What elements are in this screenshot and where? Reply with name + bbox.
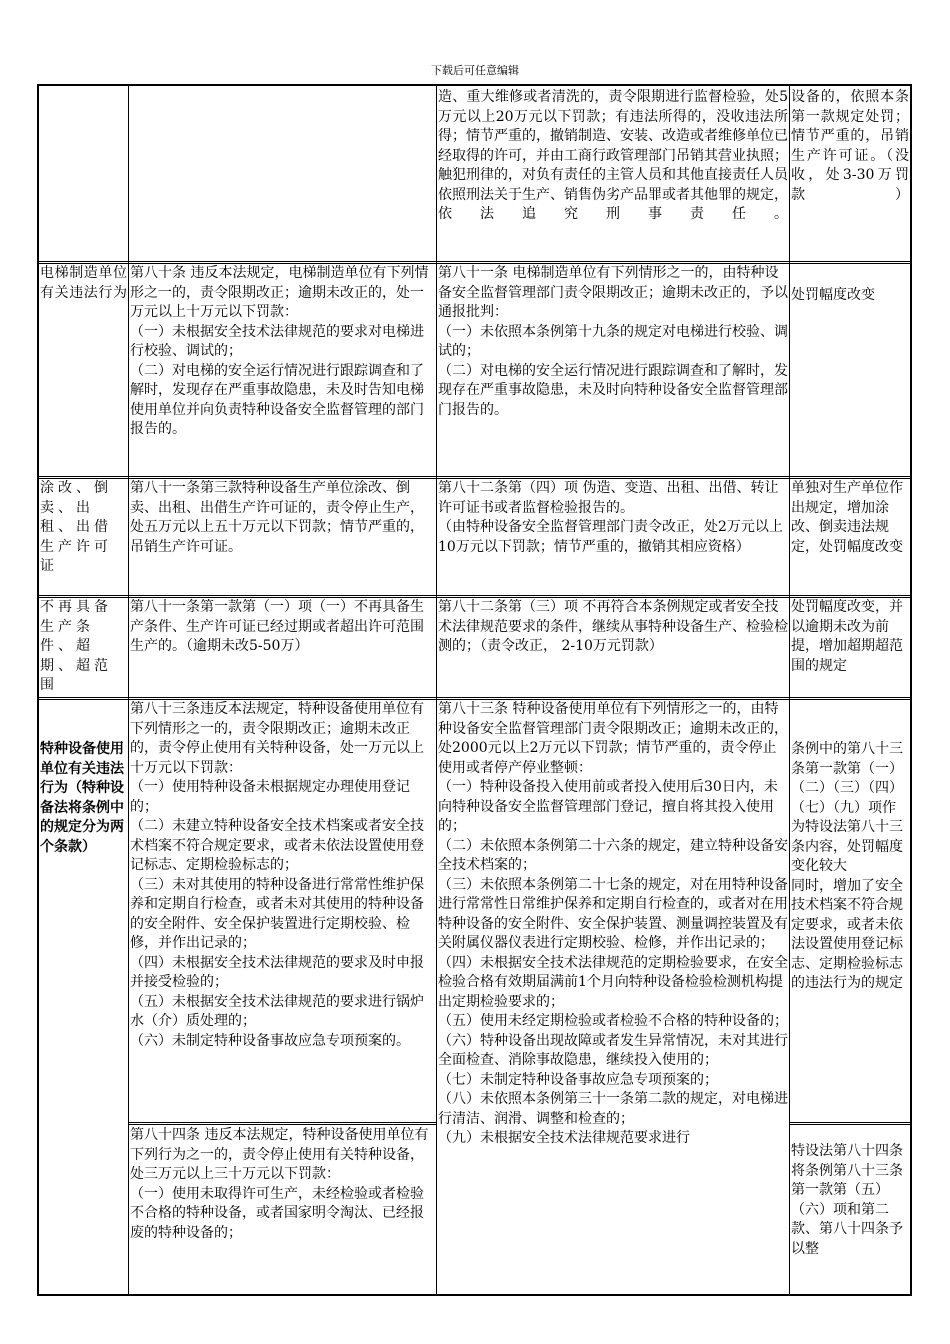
row4-col4a: 条例中的第八十三条第一款第（一）（二）（三）（四）（七）（九）项作为特设法第八十三条内容，处罚幅度变化较大 同时，增加了安全技术档案不符合规定要求，或者未依法设置使用登记标志、定期检验标志的违法行为的规定 [791,741,903,991]
row-divider-c2-split [128,1122,437,1125]
row0-col4: 设备的，依照本条第一款规定处罚；情节严重的，吊销生产许可证。（没收，处3-30万罚款） [791,89,909,203]
row3-col2: 第八十一条第一款第（一）项（一）不再具备生产条件、生产许可证已经过期或者超出许可范围生产的。（逾期未改5-50万） [130,599,424,654]
row1-col3: 第八十一条 电梯制造单位有下列情形之一的，由特种设备安全监督管理部门责令限期改正；逾期未改正的，予以通报批判： （一）未依照本条例第十九条的规定对电梯进行校验、调试的； （二）对电梯的安全运行情况进行跟踪调查和了解时，发现存在严重事故隐患，未及时向特种设备安全监督管理部门报告的。 [438,265,788,418]
row4-col3: 第八十三条 特种设备使用单位有下列情形之一的，由特种设备安全监督管理部门责令限期改正；逾期未改正的，处2000元以上2万元以下罚款；情节严重的，责令停止使用或者停产停业整顿： （一）特种设备投入使用前或者投入使用后30日内，未向特种设备安全监督管理部门登记，擅自将其投入使用的； （二）未依照本条例第二十六条的规定，建立特种设备安全技术档案的； （三）未依照本条例第二十七条的规定，对在用特种设备进行常常性日常维护保养和定期自行检查的，或者对在用特种设备的安全附件、安全保护装置、测量调控装置及有关附属仪器仪表进行定期校验、检修，并作出记录的； （四）未根据安全技术法律规范的定期检验要求，在安全检验合格有效期届满前1个月向特种设备检验检测机构提出定期检验要求的； （五）使用未经定期检验或者检验不合格的特种设备的； （六）特种设备出现故障或者发生异常情况，未对其进行全面检查、消除事故隐患，继续投入使用的； （七）未制定特种设备事故应急专项预案的； （八）未依照本条例第三十一条第二款的规定，对电梯进行清洁、润滑、调整和检查的； （九）未根据安全技术法律规范要求进行 [438,701,788,1146]
row4-col1: 特种设备使用单位有关违法行为（特种设备法将条例中的规定分为两个条款） [40,741,124,855]
row1-col1: 电梯制造单位有关违法行为 [40,265,127,301]
row2-col4: 单独对生产单位作出规定，增加涂改、倒卖违法规定，处罚幅度改变 [791,480,903,555]
row2-col3: 第八十二条第（四）项 伪造、变造、出租、出借、转让许可证书或者监督检验报告的。 （由特种设备安全监督管理部门责令改正，处2万元以上10万元以下罚款；情节严重的，撤销其相应资格） [438,480,783,555]
row3-col4: 处罚幅度改变，并以逾期未改为前提，增加超期超范围的规定 [791,599,903,674]
row3-col3: 第八十二条第（三）项 不再符合本条例规定或者安全技术法律规范要求的条件，继续从事特种设备生产、检验检测的；（责令改正， 2-10万元罚款） [438,599,788,654]
row0-col3: 造、重大维修或者清洗的，责令限期进行监督检验，处5万元以上20万元以下罚款；有违法所得的，没收违法所得；情节严重的，撤销制造、安装、改造或者维修单位已经取得的许可，并由工商行政管理部门吊销其营业执照；触犯刑律的，对负有责任的主管人员和其他直接责任人员依照刑法关于生产、销售伪劣产品罪或者其他罪的规定，依法追究刑事责任。 [438,89,788,222]
row0-col2 [129,88,436,260]
row1-col4: 处罚幅度改变 [791,287,875,303]
page-header: 下载后可任意编辑 [431,64,519,77]
row2-col1: 涂改、倒卖、出租、出借生产许可证 [40,480,112,574]
row0-col1 [39,88,128,260]
row4-col4b: 特设法第八十四条将条例第八十三条第一款第（五）（六）项和第二款、第八十四条予以整 [791,1143,903,1257]
row-divider-c4-split [789,1122,911,1125]
row3-col1: 不再具备生产条件、超期、超范围 [40,599,112,693]
row4-col2a: 第八十三条违反本法规定，特种设备使用单位有下列情形之一的，责令限期改正；逾期未改正的，责令停止使用有关特种设备，处一万元以上十万元以下罚款： （一）使用特种设备未根据规定办理使用登记的； （二）未建立特种设备安全技术档案或者安全技术档案不符合规定要求，或者未依法设置使用登记标志、定期检验标志的； （三）未对其使用的特种设备进行常常性维护保养和定期自行检查，或者未对其使用的特种设备的安全附件、安全保护装置进行定期校验、检修，并作出记录的； （四）未根据安全技术法律规范的要求及时申报并接受检验的； （五）未根据安全技术法律规范的要求进行锅炉水（介）质处理的； （六）未制定特种设备事故应急专项预案的。 [130,701,424,1049]
row2-col2: 第八十一条第三款特种设备生产单位涂改、倒卖、出租、出借生产许可证的，责令停止生产，处五万元以上五十万元以下罚款；情节严重的，吊销生产许可证。 [130,480,424,555]
row1-col2: 第八十条 违反本法规定，电梯制造单位有下列情形之一的，责令限期改正；逾期未改正的，处一万元以上十万元以下罚款： （一）未根据安全技术法律规范的要求对电梯进行校验、调试的； （二）对电梯的安全运行情况进行跟踪调查和了解时，发现存在严重事故隐患，未及时告知电梯使用单位并向负责特种设备安全监督管理的部门报告的。 [130,265,429,437]
row4-col2b: 第八十四条 违反本法规定，特种设备使用单位有下列行为之一的，责令停止使用有关特种设备，处三万元以上三十万元以下罚款： （一）使用未取得许可生产，未经检验或者检验不合格的特种设备，或者国家明令淘汰、已经报废的特种设备的； [130,1127,429,1241]
